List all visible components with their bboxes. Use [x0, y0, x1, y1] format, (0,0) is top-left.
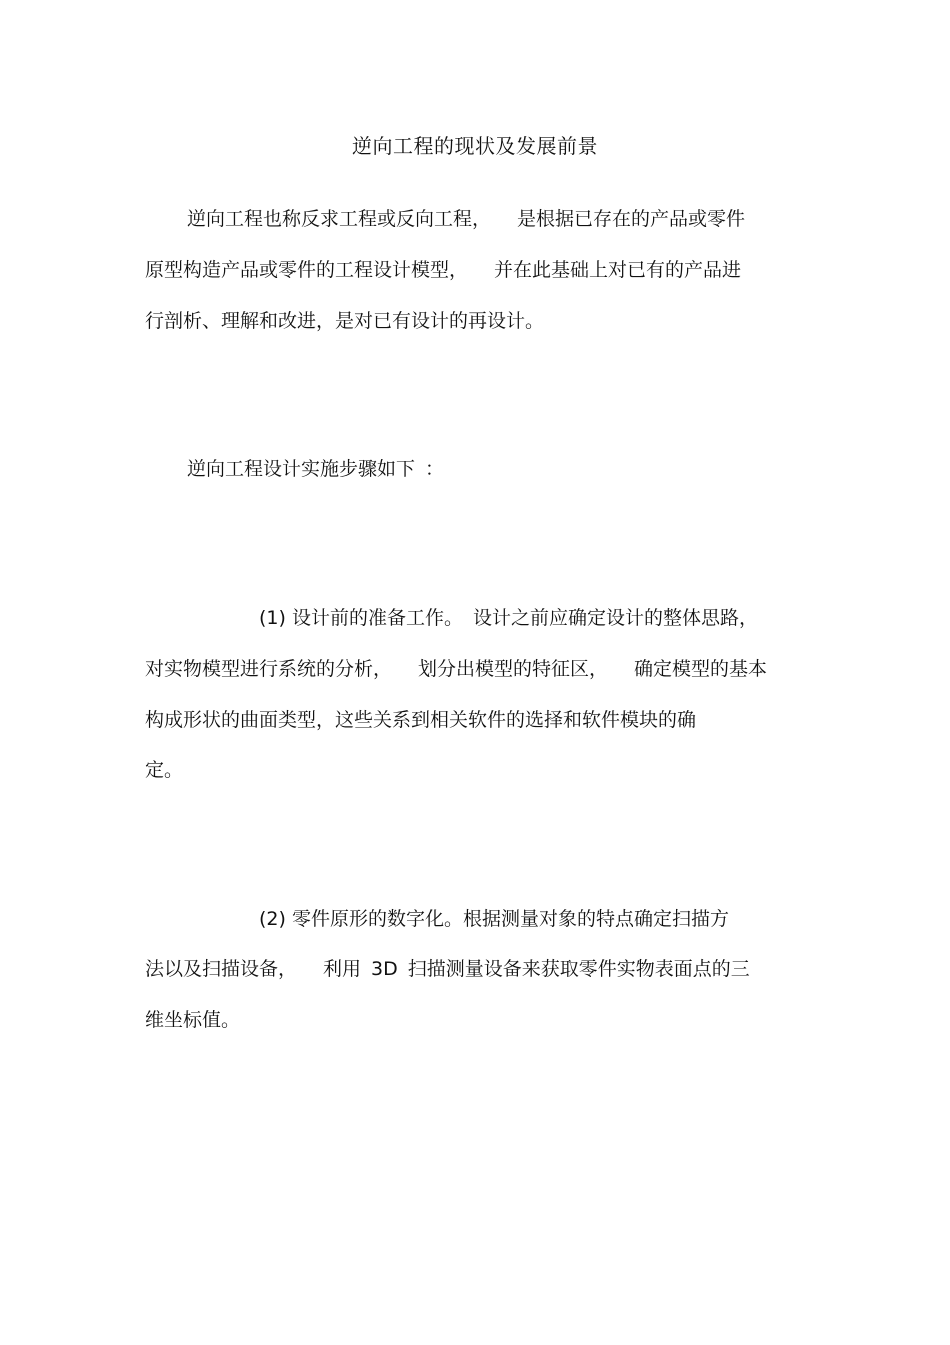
step1-line2 [145, 656, 767, 682]
step1-line3: 构成形状的曲面类型，这些关系到相关软件的选择和软件模块的确 [145, 709, 697, 731]
step1-line4: 定。 [145, 759, 184, 781]
step2-line2-b: 利用 [323, 958, 362, 980]
para1-line1 [187, 206, 745, 232]
steps-intro-colon: ： [425, 458, 445, 480]
para1-line2-a: 原型构造产品或零件的工程设计模型， [145, 259, 469, 281]
step2-line2-a: 法以及扫描设备， [145, 958, 298, 980]
steps-intro [187, 456, 444, 482]
step2-line2 [145, 956, 750, 982]
step2-line2-c: 3D [371, 958, 398, 980]
para1-line2-b: 并在此基础上对已有的产品进 [494, 259, 742, 281]
step2-line1: (2) 零件原形的数字化。根据测量对象的特点确定扫描方 [259, 908, 729, 930]
step1-line1 [259, 605, 758, 631]
para1-line1-b: 是根据已存在的产品或零件 [517, 208, 746, 230]
step2-line3: 维坐标值。 [145, 1009, 241, 1031]
para1-line3: 行剖析、理解和改进，是对已有设计的再设计。 [145, 310, 545, 332]
para1-line2 [145, 257, 741, 283]
para1-line1-a: 逆向工程也称反求工程或反向工程， [187, 208, 492, 230]
step1-line1-b: 设计之前应确定设计的整体思路， [472, 607, 758, 629]
step1-line2-a: 对实物模型进行系统的分析， [145, 658, 393, 680]
step1-line1-a: (1) 设计前的准备工作。 [259, 607, 463, 629]
step1-line2-c: 确定模型的基本 [634, 658, 768, 680]
document-title: 逆向工程的现状及发展前景 [352, 134, 598, 158]
step2-line2-d: 扫描测量设备来获取零件实物表面点的三 [407, 958, 750, 980]
steps-intro-text: 逆向工程设计实施步骤如下 [187, 458, 416, 480]
step1-line2-b: 划分出模型的特征区， [418, 658, 609, 680]
